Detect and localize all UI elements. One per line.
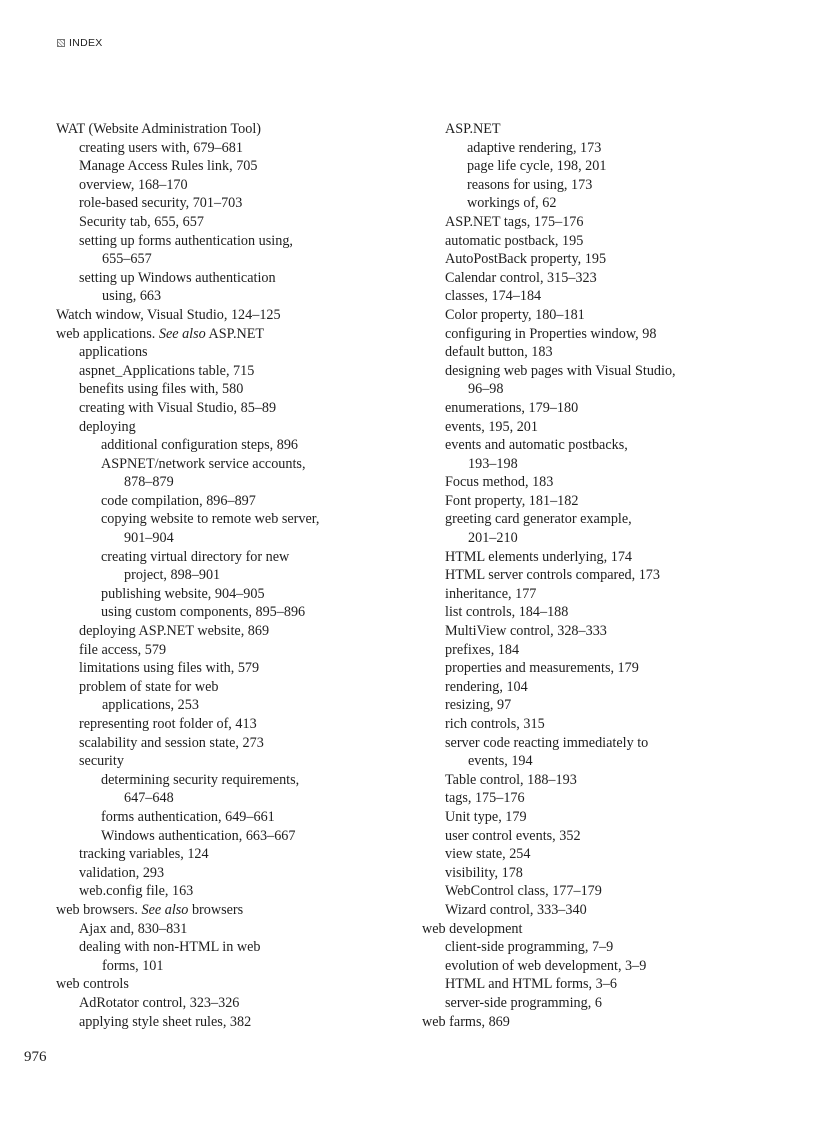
entry-text: Focus method, 183 — [445, 474, 554, 491]
index-entry — [422, 659, 762, 678]
index-column-right — [422, 120, 762, 1031]
entry-text: reasons for using, 173 — [467, 176, 593, 193]
entry-text: page life cycle, 198, 201 — [467, 158, 607, 175]
index-entry — [56, 157, 406, 176]
entry-text: resizing, 97 — [445, 697, 512, 714]
index-entry — [422, 734, 762, 771]
index-entry — [422, 473, 762, 492]
entry-text: web applications. — [56, 325, 159, 342]
index-entry — [422, 250, 762, 269]
index-entry — [56, 920, 406, 939]
index-entry — [422, 975, 762, 994]
entry-text: HTML server controls compared, 173 — [445, 567, 660, 584]
entry-text: aspnet_Applications table, 715 — [79, 362, 255, 379]
entry-text: rendering, 104 — [445, 678, 528, 695]
entry-text: additional configuration steps, 896 — [101, 437, 299, 454]
index-entry — [56, 1013, 406, 1032]
entry-continuation: applications — [79, 344, 148, 361]
index-entry — [422, 603, 762, 622]
index-entry — [56, 827, 406, 846]
entry-text: scalability and session state, 273 — [79, 734, 264, 751]
entry-text: determining security requirements, — [101, 771, 300, 788]
entry-continuation: using, 663 — [102, 288, 162, 305]
entry-text: Table control, 188–193 — [445, 771, 577, 788]
index-entry — [56, 585, 406, 604]
entry-text: classes, 174–184 — [445, 288, 542, 305]
entry-text: inheritance, 177 — [445, 585, 537, 602]
entry-continuation: project, 898–901 — [124, 567, 221, 584]
entry-text: rich controls, 315 — [445, 716, 545, 732]
entry-text: creating virtual directory for new — [101, 548, 290, 565]
entry-text: copying website to remote web server, — [101, 511, 320, 528]
index-entry — [422, 120, 762, 139]
see-also-target: browsers — [188, 901, 244, 918]
index-entry — [56, 771, 406, 808]
entry-text: AdRotator control, 323–326 — [79, 994, 240, 1011]
entry-text: limitations using files with, 579 — [79, 660, 260, 677]
index-entry — [56, 306, 406, 325]
see-also-ref: See also — [158, 325, 206, 342]
page-number: 976 — [24, 1049, 47, 1065]
index-entry — [422, 901, 762, 920]
index-entry — [422, 176, 762, 195]
index-entry — [422, 194, 762, 213]
index-entry — [422, 510, 762, 547]
entry-text: deploying ASP.NET website, 869 — [79, 623, 270, 640]
index-entry — [422, 548, 762, 567]
index-entry — [422, 232, 762, 251]
index-entry — [56, 362, 406, 381]
index-entry — [422, 436, 762, 473]
entry-text: tracking variables, 124 — [79, 846, 209, 863]
entry-text: Wizard control, 333–340 — [445, 901, 587, 918]
entry-text: evolution of web development, 3–9 — [445, 957, 647, 974]
index-entry — [422, 325, 762, 344]
entry-text: Manage Access Rules link, 705 — [79, 158, 258, 175]
entry-text: web browsers. — [56, 901, 142, 918]
index-entry — [56, 938, 406, 975]
entry-text: Security tab, 655, 657 — [79, 213, 204, 230]
index-entry — [56, 901, 406, 920]
entry-text: HTML elements underlying, 174 — [445, 548, 633, 565]
entry-text: ASPNET/network service accounts, — [101, 455, 306, 472]
index-entry — [56, 510, 406, 547]
entry-continuation: 193–198 — [468, 455, 518, 472]
entry-text: forms authentication, 649–661 — [101, 808, 275, 825]
running-header — [57, 37, 103, 49]
entry-text: applying style sheet rules, 382 — [79, 1013, 252, 1030]
see-also-target: ASP.NET — [205, 325, 265, 342]
entry-text: WebControl class, 177–179 — [445, 883, 602, 900]
entry-text: adaptive rendering, 173 — [467, 139, 602, 156]
entry-text: greeting card generator example, — [445, 511, 632, 528]
index-entry — [422, 213, 762, 232]
index-entry — [422, 696, 762, 715]
index-entry — [56, 659, 406, 678]
entry-text: enumerations, 179–180 — [445, 399, 579, 416]
entry-text: properties and measurements, 179 — [445, 660, 639, 677]
index-entry — [422, 492, 762, 511]
index-entry — [56, 436, 406, 455]
index-entry — [422, 306, 762, 325]
index-entry — [422, 994, 762, 1013]
index-entry — [56, 492, 406, 511]
index-entry — [56, 994, 406, 1013]
index-entry — [56, 120, 406, 139]
index-entry — [422, 418, 762, 437]
index-entry — [422, 269, 762, 288]
entry-text: list controls, 184–188 — [445, 604, 569, 621]
entry-text: user control events, 352 — [445, 827, 581, 844]
entry-text: deploying — [79, 418, 136, 435]
index-entry — [56, 176, 406, 195]
entry-continuation: forms, 101 — [102, 957, 164, 974]
entry-text: setting up Windows authentication — [79, 269, 276, 286]
entry-text: Watch window, Visual Studio, 124–125 — [56, 306, 281, 323]
entry-continuation: events, 194 — [468, 753, 533, 770]
index-entry — [422, 789, 762, 808]
index-entry — [422, 920, 762, 939]
entry-text: security — [79, 753, 124, 770]
entry-text: workings of, 62 — [467, 195, 557, 212]
entry-text: events, 195, 201 — [445, 418, 538, 435]
entry-text: default button, 183 — [445, 344, 553, 361]
entry-text: view state, 254 — [445, 846, 531, 863]
entry-text: setting up forms authentication using, — [79, 232, 293, 249]
index-entry — [422, 808, 762, 827]
entry-text: server-side programming, 6 — [445, 994, 602, 1011]
index-entry — [56, 752, 406, 771]
index-entry — [56, 380, 406, 399]
index-entry — [56, 325, 406, 362]
entry-text: benefits using files with, 580 — [79, 381, 244, 398]
entry-text: code compilation, 896–897 — [101, 492, 256, 509]
index-entry — [56, 213, 406, 232]
index-entry — [422, 343, 762, 362]
entry-text: ASP.NET tags, 175–176 — [445, 213, 584, 230]
entry-text: representing root folder of, 413 — [79, 716, 257, 732]
entry-text: creating users with, 679–681 — [79, 139, 243, 156]
index-entry — [56, 715, 406, 734]
index-entry — [56, 734, 406, 753]
index-entry — [422, 641, 762, 660]
entry-text: prefixes, 184 — [445, 641, 520, 658]
index-entry — [56, 864, 406, 883]
index-entry — [422, 566, 762, 585]
entry-text: server code reacting immediately to — [445, 734, 649, 751]
index-entry — [422, 957, 762, 976]
entry-text: MultiView control, 328–333 — [445, 623, 607, 640]
index-entry — [422, 715, 762, 734]
entry-text: Unit type, 179 — [445, 808, 527, 825]
entry-text: Windows authentication, 663–667 — [101, 827, 296, 844]
entry-text: Calendar control, 315–323 — [445, 269, 597, 286]
entry-text: WAT (Website Administration Tool) — [56, 121, 262, 137]
index-entry — [422, 585, 762, 604]
entry-text: using custom components, 895–896 — [101, 604, 306, 621]
index-entry — [422, 139, 762, 158]
entry-text: creating with Visual Studio, 85–89 — [79, 399, 277, 416]
entry-text: tags, 175–176 — [445, 790, 525, 807]
entry-text: web farms, 869 — [422, 1013, 510, 1030]
entry-text: Color property, 180–181 — [445, 306, 585, 323]
entry-continuation: 96–98 — [468, 381, 504, 398]
index-column-left — [56, 120, 406, 1031]
index-entry — [56, 418, 406, 437]
entry-text: publishing website, 904–905 — [101, 585, 265, 602]
entry-text: file access, 579 — [79, 641, 167, 658]
header-square-icon — [57, 39, 65, 47]
header-label: INDEX — [69, 37, 103, 49]
index-entry — [56, 975, 406, 994]
index-entry — [56, 269, 406, 306]
entry-text: visibility, 178 — [445, 864, 523, 881]
entry-text: designing web pages with Visual Studio, — [445, 362, 676, 379]
index-entry — [56, 678, 406, 715]
entry-text: Ajax and, 830–831 — [79, 920, 188, 937]
entry-text: automatic postback, 195 — [445, 232, 584, 249]
entry-text: ASP.NET — [445, 121, 501, 137]
index-entry — [422, 827, 762, 846]
index-entry — [422, 845, 762, 864]
index-entry — [422, 678, 762, 697]
entry-text: AutoPostBack property, 195 — [445, 251, 607, 268]
entry-continuation: applications, 253 — [102, 697, 199, 714]
index-entry — [422, 287, 762, 306]
index-entry — [56, 845, 406, 864]
entry-text: web development — [422, 920, 523, 937]
entry-text: HTML and HTML forms, 3–6 — [445, 976, 617, 993]
entry-text: problem of state for web — [79, 678, 219, 695]
entry-text: configuring in Properties window, 98 — [445, 325, 657, 342]
index-entry — [56, 808, 406, 827]
index-entry — [56, 232, 406, 269]
index-entry — [56, 139, 406, 158]
entry-continuation: 655–657 — [102, 251, 152, 268]
entry-text: client-side programming, 7–9 — [445, 939, 614, 956]
entry-text: dealing with non-HTML in web — [79, 939, 261, 956]
entry-text: web.config file, 163 — [79, 883, 194, 900]
index-entry — [56, 622, 406, 641]
index-entry — [422, 864, 762, 883]
entry-text: web controls — [56, 976, 129, 993]
index-entry — [56, 882, 406, 901]
entry-text: role-based security, 701–703 — [79, 195, 243, 212]
index-entry — [422, 622, 762, 641]
index-entry — [422, 882, 762, 901]
entry-text: events and automatic postbacks, — [445, 437, 628, 454]
index-entry — [422, 1013, 762, 1032]
entry-continuation: 201–210 — [468, 530, 518, 547]
index-entry — [56, 194, 406, 213]
index-entry — [56, 399, 406, 418]
entry-text: overview, 168–170 — [79, 176, 188, 193]
index-entry — [56, 455, 406, 492]
index-entry — [422, 362, 762, 399]
entry-text: Font property, 181–182 — [445, 492, 579, 509]
entry-text: validation, 293 — [79, 864, 165, 881]
index-entry — [422, 771, 762, 790]
index-entry — [56, 603, 406, 622]
index-entry — [422, 399, 762, 418]
index-entry — [56, 641, 406, 660]
index-entry — [422, 938, 762, 957]
index-entry — [422, 157, 762, 176]
index-entry — [56, 548, 406, 585]
entry-continuation: 647–648 — [124, 790, 174, 807]
entry-continuation: 878–879 — [124, 474, 174, 491]
see-also-ref: See also — [141, 901, 189, 918]
entry-continuation: 901–904 — [124, 530, 174, 547]
